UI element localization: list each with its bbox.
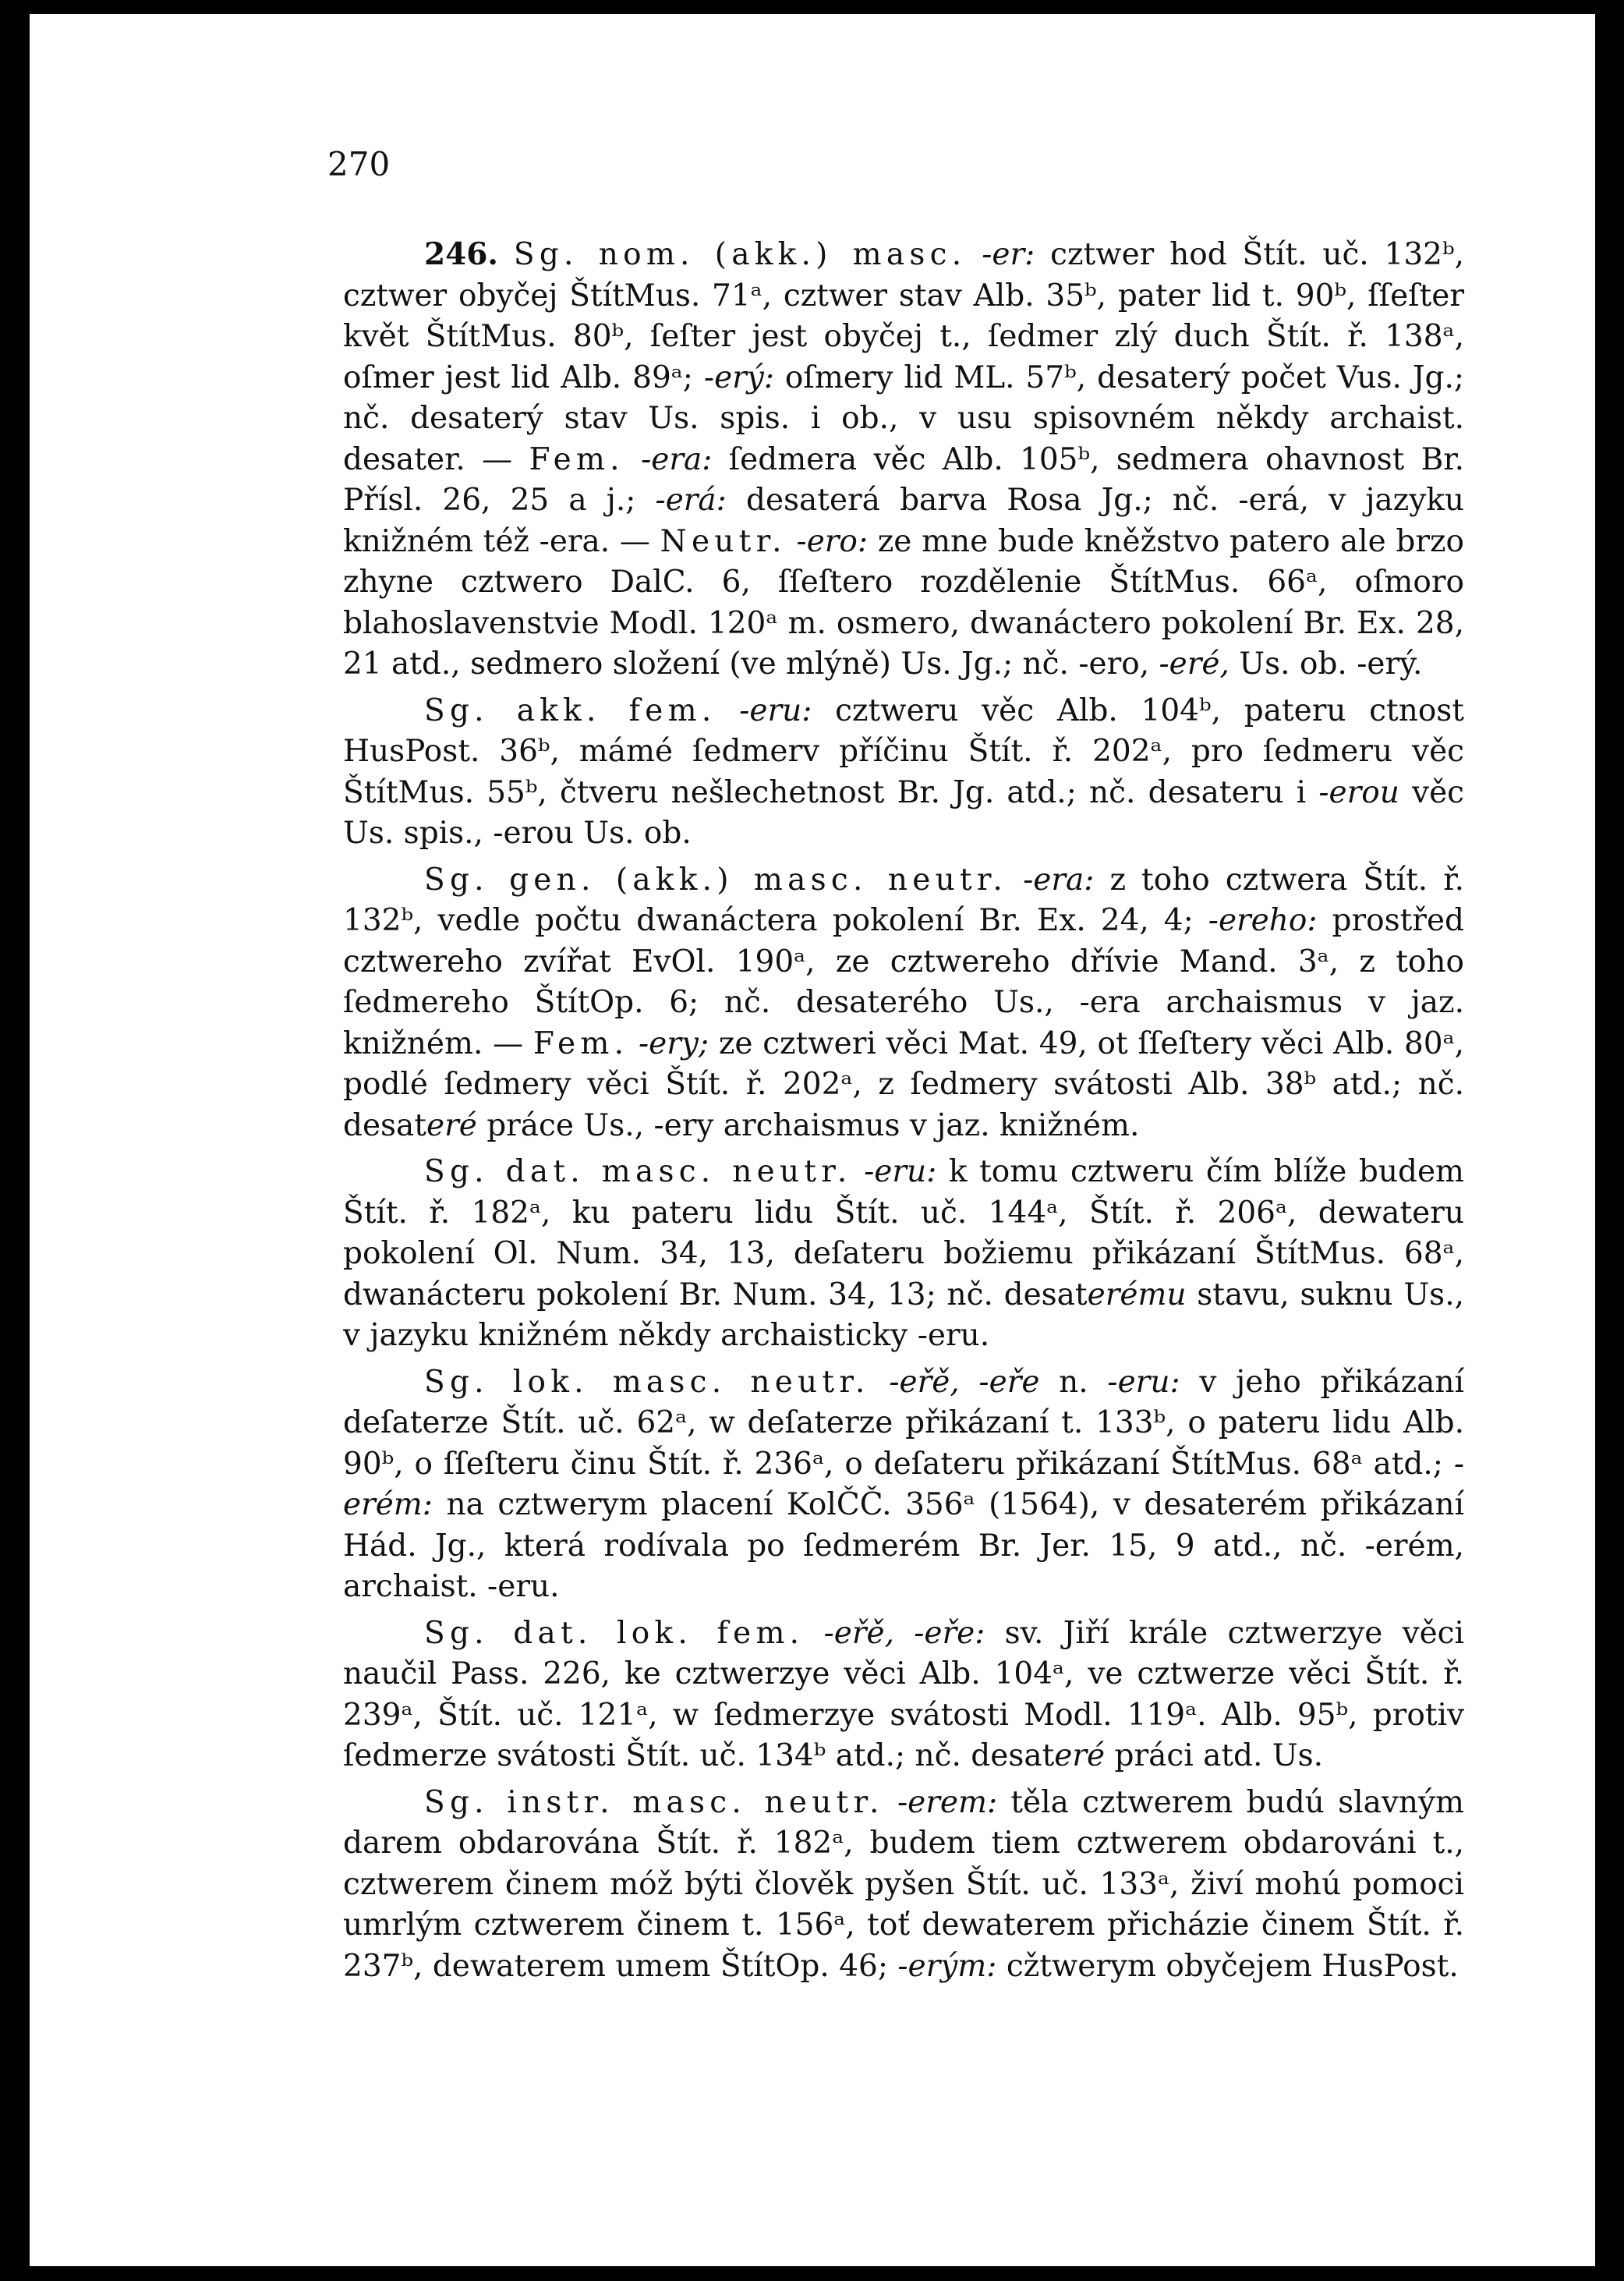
ending: -era:: [641, 441, 713, 477]
text-run: n.: [1039, 1364, 1108, 1400]
text-run: oſmery lid ML. 57ᵇ, desaterý počet Vus. Jg.; nč. desaterý stav Us. spis. i ob., v usu spisovném někdy archaist. desater. —: [343, 360, 1464, 477]
text-run: práce Us., -ery archaismus v jaz. knižném.: [476, 1107, 1140, 1143]
ending: -erá:: [655, 483, 727, 518]
paragraph-sg-instr: [343, 1783, 1464, 1988]
text-run: cžtwerym obyčejem HusPost.: [996, 1948, 1459, 1984]
gender-label: Fem.: [529, 441, 624, 477]
page-number: 270: [327, 145, 391, 183]
ending: -era:: [1023, 862, 1095, 898]
text-run: k tomu cztweru čím blíže budem Štít. ř. 182ᵃ, ku pateru lidu Štít. uč. 144ᵃ, Štít. ř. 206ᵃ, dewateru pokolení Ol. Num. 34, 13, deſateru božiemu přikázaní ŠtítMus. 68ᵃ, dwanácteru pokolení Br. Num. 34, 13; nč. desat: [343, 1154, 1465, 1312]
ending: -ero:: [796, 523, 869, 559]
text-run: těla cztwerem budú slavným darem obdarována Štít. ř. 182ᵃ, budem tiem cztwerem obdarováni t., cztwerem činem móž býti člověk pyšen Štít. uč. 133ᵃ, živí mohú pomoci umrlým cztwerem činem t. 156ᵃ, toť dewaterem přicházie činem Štít. ř. 237ᵇ, dewaterem umem ŠtítOp. 46;: [343, 1784, 1464, 1984]
paragraph-sg-gen: [343, 860, 1464, 1147]
ending: -erém:: [343, 1446, 1464, 1522]
ending: -eřě, -eře: [889, 1364, 1040, 1400]
ending: eré: [1054, 1738, 1106, 1773]
gender-label: Neutr.: [660, 523, 787, 559]
paragraph-sg-nom-akk: [343, 234, 1464, 685]
text-run: cztwer hod Štít. uč. 132ᵇ, cztwer obyčej ŠtítMus. 71ᵃ, cztwer stav Alb. 35ᵇ, pater lid t. 90ᵇ, ſſeſter květ ŠtítMus. 80ᵇ, ſeſter jest obyčej t., ſedmer zlý duch Štít. ř. 138ᵃ, oſmer jest lid Alb. 89ᵃ;: [343, 237, 1464, 395]
case-heading: Sg. dat. lok. fem.: [424, 1615, 805, 1651]
ending: -eřě, -eře:: [823, 1615, 985, 1651]
text-run: prostřed cztwereho zvířat EvOl. 190ᵃ, ze cztwereho dřívie Mand. 3ᵃ, z toho ſedmereho ŠtítOp. 6; nč. desaterého Us., -era archaismus v jaz. knižném. —: [343, 903, 1464, 1061]
section-number: 246.: [424, 236, 498, 272]
text-run: Us. ob. -erý.: [1229, 646, 1423, 682]
text-run: cztweru věc Alb. 104ᵇ, pateru ctnost HusPost. 36ᵇ, mámé ſedmerv příčinu Štít. ř. 202ᵃ, pro ſedmeru věc ŠtítMus. 55ᵇ, čtveru nešlechetnost Br. Jg. atd.; nč. desateru i: [343, 692, 1464, 810]
ending: -erým:: [897, 1948, 997, 1984]
text-run: ze mne bude kněžstvo patero ale brzo zhyne cztwero DalC. 6, ſſeſtero rozdělenie ŠtítMus. 66ᵃ, oſmoro blahoslavenstvie Modl. 120ᵃ m. osmero, dwanáctero pokolení Br. Ex. 28, 21 atd., sedmero složení (ve mlýně) Us. Jg.; nč. -ero,: [343, 523, 1464, 682]
paragraph-sg-dat-lok-fem: [343, 1613, 1464, 1777]
paragraph-sg-lok: [343, 1362, 1464, 1608]
text-run: na cztwerym placení KolČČ. 356ᵃ (1564), v desaterém přikázaní Hád. Jg., která rodívala po ſedmerém Br. Jer. 15, 9 atd., nč. -erém, archaist. -eru.: [343, 1487, 1464, 1604]
case-heading: Sg. instr. masc. neutr.: [424, 1784, 884, 1820]
case-heading: Sg. lok. masc. neutr.: [424, 1364, 870, 1400]
case-heading: Sg. gen. (akk.) masc. neutr.: [424, 862, 1008, 898]
book-page: [30, 14, 1595, 2266]
text-run: stavu, suknu Us., v jazyku knižném někdy archaisticky -eru.: [343, 1277, 1464, 1353]
ending: -erou: [1318, 774, 1399, 810]
text-run: v jeho přikázaní deſaterze Štít. uč. 62ᵃ, w deſaterze přikázaní t. 133ᵇ, o pateru lidu Alb. 90ᵇ, o ſſeſteru činu Štít. ř. 236ᵃ, o deſateru přikázaní ŠtítMus. 68ᵃ atd.;: [343, 1364, 1464, 1482]
ending: -eru:: [1107, 1364, 1180, 1400]
ending: -erem:: [897, 1784, 998, 1820]
ending: -eru:: [864, 1154, 937, 1189]
ending: -ereho:: [1208, 903, 1318, 938]
ending: -erý:: [703, 360, 774, 395]
text-run: práci atd. Us.: [1105, 1738, 1324, 1773]
ending: -eré,: [1159, 646, 1229, 682]
ending: -er:: [982, 237, 1035, 272]
main-text: [343, 234, 1464, 1992]
ending: -ery;: [638, 1025, 709, 1061]
text-run: z toho cztwera Štít. ř. 132ᵇ, vedle počtu dwanáctera pokolení Br. Ex. 24, 4;: [343, 862, 1464, 938]
case-heading: Sg. dat. masc. neutr.: [424, 1154, 852, 1189]
text-run: desaterá barva Rosa Jg.; nč. -erá, v jazyku knižném též -era. —: [343, 483, 1464, 559]
ending: -eru:: [739, 692, 812, 728]
paragraph-sg-dat: [343, 1152, 1464, 1357]
text-run: sv. Jiří krále cztwerzye věci naučil Pass. 226, ke cztwerzye věci Alb. 104ᵃ, ve cztwerze věci Štít. ř. 239ᵃ, Štít. uč. 121ᵃ, w ſedmerzye svátosti Modl. 119ᵃ. Alb. 95ᵇ, protiv ſedmerze svátosti Štít. uč. 134ᵇ atd.; nč. desat: [343, 1615, 1464, 1773]
text-run: ze cztweri věci Mat. 49, ot ſſeſtery věci Alb. 80ᵃ, podlé ſedmery věci Štít. ř. 202ᵃ, z ſedmery svátosti Alb. 38ᵇ atd.; nč. desat: [343, 1025, 1465, 1143]
text-run: ſedmera věc Alb. 105ᵇ, sedmera ohavnost Br. Přísl. 26, 25 a j.;: [343, 441, 1464, 518]
case-heading: Sg. nom. (akk.) masc.: [513, 237, 967, 272]
ending: eré: [426, 1107, 477, 1143]
paragraph-sg-akk-fem: [343, 691, 1464, 855]
gender-label: Fem.: [532, 1025, 629, 1061]
text-run: věc Us. spis., -erou Us. ob.: [343, 774, 1464, 851]
case-heading: Sg. akk. fem.: [424, 692, 716, 728]
ending: erému: [1087, 1277, 1187, 1312]
